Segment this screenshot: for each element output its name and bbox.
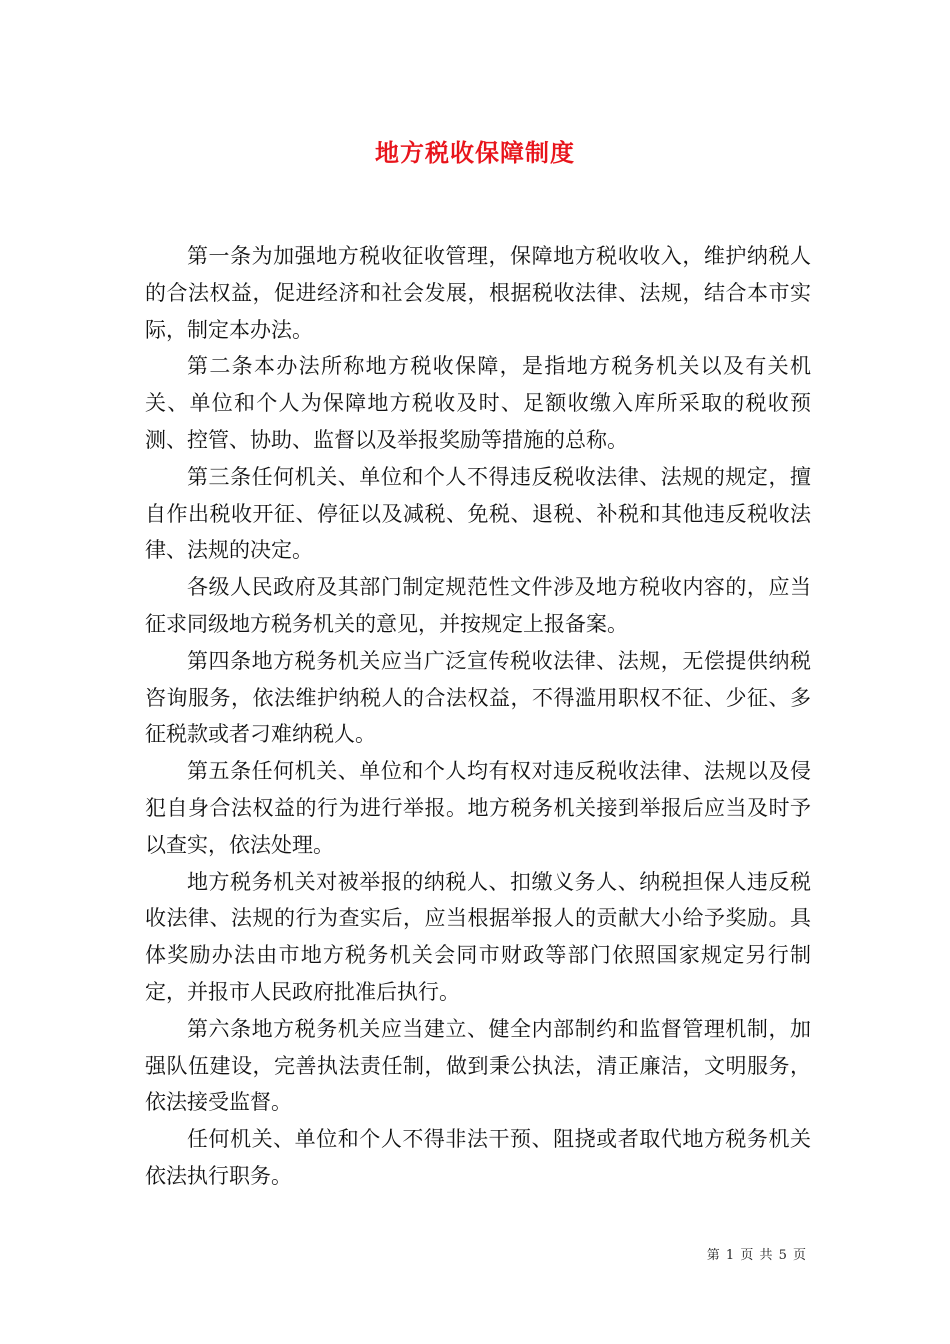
article-1-paragraph: 第一条为加强地方税收征收管理，保障地方税收收入，维护纳税人的合法权益，促进经济和社会发展，根据税收法律、法规，结合本市实际，制定本办法。 (145, 244, 811, 342)
article-5-paragraph: 第五条任何机关、单位和个人均有权对违反税收法律、法规以及侵犯自身合法权益的行为进行举报。地方税务机关接到举报后应当及时予以查实，依法处理。 (145, 759, 811, 857)
document-body (145, 238, 811, 1195)
article-2-paragraph: 第二条本办法所称地方税收保障，是指地方税务机关以及有关机关、单位和个人为保障地方税收及时、足额收缴入库所采取的税收预测、控管、协助、监督以及举报奖励等措施的总称。 (145, 354, 811, 452)
article-4-paragraph: 第四条地方税务机关应当广泛宣传税收法律、法规，无偿提供纳税咨询服务，依法维护纳税人的合法权益，不得滥用职权不征、少征、多征税款或者刁难纳税人。 (145, 648, 811, 747)
article-5-sub-paragraph: 地方税务机关对被举报的纳税人、扣缴义务人、纳税担保人违反税收法律、法规的行为查实后，应当根据举报人的贡献大小给予奖励。具体奖励办法由市地方税务机关会同市财政等部门依照国家规定另行制定，并报市人民政府批准后执行。 (145, 869, 811, 1004)
page-title: 地方税收保障制度 (375, 138, 575, 167)
article-3-paragraph: 第三条任何机关、单位和个人不得违反税收法律、法规的规定，擅自作出税收开征、停征以及减税、免税、退税、补税和其他违反税收法律、法规的决定。 (145, 464, 811, 563)
page-number: 第 1 页 共 5 页 (706, 1248, 807, 1263)
article-6-sub-paragraph: 任何机关、单位和个人不得非法干预、阻挠或者取代地方税务机关依法执行职务。 (145, 1127, 811, 1188)
article-3-sub-paragraph: 各级人民政府及其部门制定规范性文件涉及地方税收内容的，应当征求同级地方税务机关的意见，并按规定上报备案。 (145, 575, 811, 636)
article-6-paragraph: 第六条地方税务机关应当建立、健全内部制约和监督管理机制，加强队伍建设，完善执法责任制，做到秉公执法，清正廉洁，文明服务，依法接受监督。 (145, 1016, 811, 1115)
